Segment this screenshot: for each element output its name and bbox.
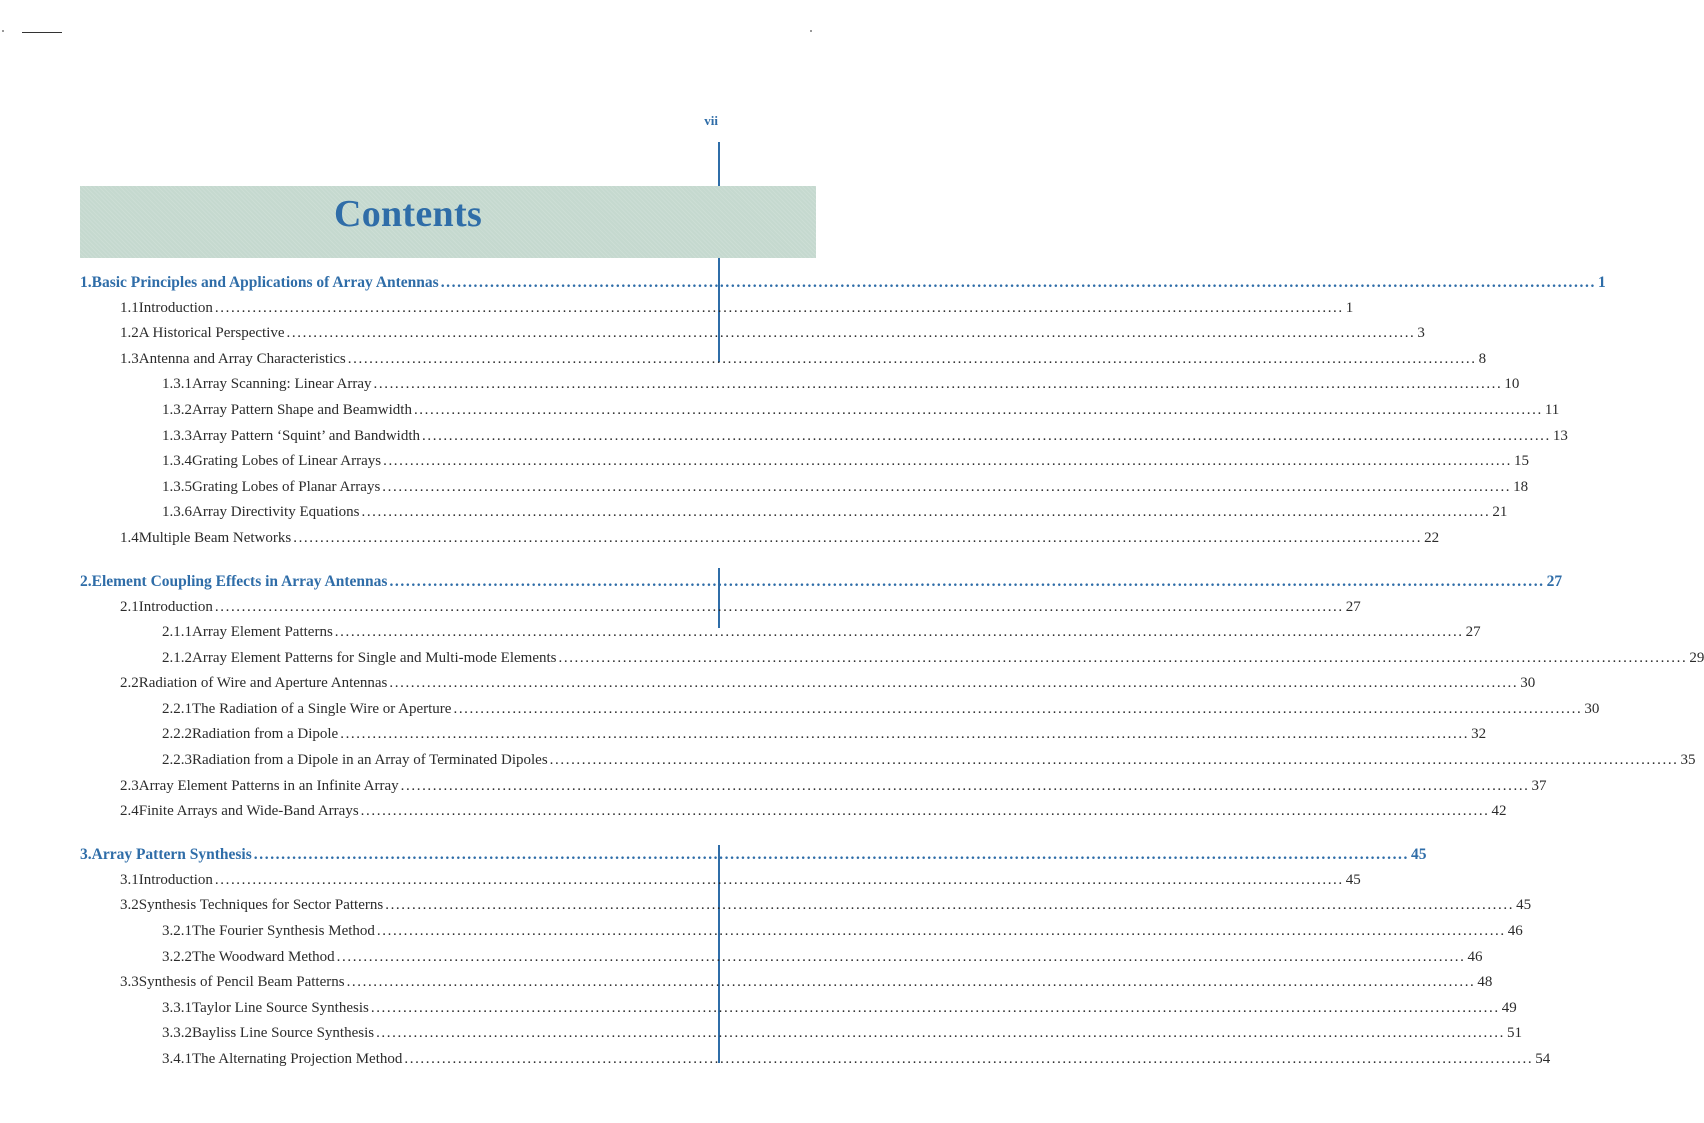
entry-page: 27 [1465,624,1481,641]
page-number: vii [704,113,718,128]
entry-number: 2.1.1 [162,624,192,641]
entry-number: 2.3 [120,777,139,794]
entry-title: Grating Lobes of Planar Arrays [192,478,381,495]
entry-page: 8 [1478,350,1487,367]
dot-leader [374,372,1503,398]
entry-number: 3.3.2 [162,1025,192,1042]
chapter-number: 3. [80,846,92,864]
entry-title: Introduction [138,871,213,888]
entry-page: 13 [1552,427,1568,444]
chapter-gap [80,552,706,569]
dot-leader [401,774,1530,800]
toc-chapter[interactable] [80,842,1427,868]
entry-number: 3.2.2 [162,948,192,965]
entry-title: Radiation from a Dipole [192,726,339,743]
toc-subentry[interactable] [80,1021,1522,1047]
dot-leader [376,1021,1505,1047]
entry-number: 1.3 [120,350,139,367]
dot-leader [453,697,1582,723]
entry-title: Array Scanning: Linear Array [192,376,372,393]
entry-page: 30 [1584,700,1600,717]
entry-page: 45 [1345,871,1361,888]
toc-subentry[interactable] [80,1047,1551,1073]
toc-subentry[interactable] [80,424,1568,450]
entry-title: Array Element Patterns in an Infinite Array [138,777,399,794]
entry-page: 30 [1520,675,1536,692]
chapter-page: 1 [1597,274,1606,291]
dot-leader [254,842,1409,868]
entry-title: Array Element Patterns for Single and Multi-mode Elements [192,649,557,666]
entry-number: 1.2 [120,325,139,342]
entry-number: 1.3.5 [162,478,192,495]
toc-entry[interactable] [80,595,1361,621]
entry-title: Array Directivity Equations [192,504,360,521]
entry-number: 2.2.1 [162,700,192,717]
chapter-title: Array Pattern Synthesis [91,846,252,864]
entry-title: Taylor Line Source Synthesis [192,999,369,1016]
toc-entry[interactable] [80,893,1532,919]
toc-entry[interactable] [80,526,1440,552]
margin-rule-top [718,142,720,186]
dot-leader [383,449,1512,475]
dot-leader [293,526,1422,552]
chapter-page: 27 [1546,572,1563,590]
toc-entry[interactable] [80,671,1536,697]
crop-mark [22,32,62,33]
entry-page: 37 [1531,777,1547,794]
page-title: Contents [333,193,483,235]
entry-page: 27 [1345,598,1361,615]
entry-title: Array Element Patterns [192,624,333,641]
dot-leader [389,569,1544,595]
entry-title: Radiation from a Dipole in an Array of Terminated Dipoles [192,752,548,769]
entry-page: 22 [1424,529,1440,546]
toc-subentry[interactable] [80,620,1481,646]
entry-page: 51 [1506,1025,1522,1042]
entry-page: 46 [1507,923,1523,940]
chapter-title: Basic Principles and Applications of Array Antennas [91,274,439,291]
entry-page: 21 [1492,504,1508,521]
entry-page: 1 [1345,299,1354,316]
entry-number: 1.3.3 [162,427,192,444]
entry-number: 3.1 [120,871,139,888]
entry-title: Synthesis Techniques for Sector Patterns [138,897,384,914]
toc-entry[interactable] [80,347,1487,373]
entry-title: Grating Lobes of Linear Arrays [192,453,382,470]
dot-leader [404,1047,1533,1073]
entry-number: 2.2.3 [162,752,192,769]
entry-page: 54 [1535,1051,1551,1067]
toc-subentry[interactable] [80,372,1520,398]
entry-title: Array Pattern ‘Squint’ and Bandwidth [192,427,421,444]
entry-page: 15 [1513,453,1529,470]
entry-page: 48 [1477,974,1493,991]
entry-number: 3.3.1 [162,999,192,1016]
entry-page: 32 [1471,726,1487,743]
entry-title: A Historical Perspective [138,325,285,342]
toc-subentry[interactable] [80,945,1483,971]
table-of-contents [80,270,1704,1073]
entry-page: 10 [1504,376,1520,393]
entry-number: 1.4 [120,529,139,546]
entry-page: 49 [1501,999,1517,1016]
toc-subentry[interactable] [80,722,1487,748]
toc-chapter[interactable] [80,270,1606,296]
entry-number: 2.4 [120,803,139,820]
entry-page: 46 [1467,948,1483,965]
entry-number: 3.2.1 [162,923,192,940]
toc-entry[interactable] [80,321,1425,347]
dot-leader [422,424,1551,450]
entry-number: 2.2.2 [162,726,192,743]
toc-entry[interactable] [80,868,1361,894]
toc-subentry[interactable] [80,646,1704,672]
toc-entry[interactable] [80,774,1547,800]
entry-title: Bayliss Line Source Synthesis [192,1025,375,1042]
toc-subentry[interactable] [80,748,1696,774]
entry-number: 3.3 [120,974,139,991]
entry-page: 35 [1680,752,1696,769]
dot-leader [550,748,1679,774]
entry-number: 2.1 [120,598,139,615]
dot-leader [414,398,1543,424]
chapter-title: Element Coupling Effects in Array Antennas [91,572,388,590]
dot-leader [348,347,1477,373]
entry-title: Synthesis of Pencil Beam Patterns [138,974,345,991]
entry-number: 1.3.1 [162,376,192,393]
toc-subentry[interactable] [80,398,1560,424]
entry-page: 11 [1544,401,1560,418]
entry-page: 29 [1689,649,1704,666]
chapter-number: 2. [80,572,92,590]
entry-title: The Woodward Method [192,948,335,965]
entry-page: 45 [1516,897,1532,914]
entry-page: 18 [1513,478,1529,495]
dot-leader [340,722,1469,748]
entry-page: 3 [1417,325,1425,342]
entry-number: 1.3.4 [162,453,192,470]
toc-subentry[interactable] [80,500,1508,526]
entry-title: Array Pattern Shape and Beamwidth [192,401,412,418]
corner-dot-right [810,30,812,32]
chapter-page: 45 [1411,846,1427,864]
dot-leader [559,646,1688,672]
dot-leader [347,970,1476,996]
toc-subentry[interactable] [80,449,1529,475]
dot-leader [382,475,1511,501]
entry-number: 1.3.2 [162,401,192,418]
chapter-gap [80,825,706,842]
dot-leader [371,996,1500,1022]
dot-leader [361,799,1490,825]
entry-title: The Alternating Projection Method [192,1051,403,1067]
entry-title: Introduction [138,299,213,316]
dot-leader [389,671,1518,697]
entry-title: The Radiation of a Single Wire or Aperture [192,700,452,717]
toc-chapter[interactable] [80,569,1563,595]
dot-leader [441,270,1596,296]
toc-entry[interactable] [80,799,1507,825]
toc-subentry[interactable] [80,996,1517,1022]
toc-subentry[interactable] [80,697,1600,723]
entry-page: 42 [1491,803,1507,820]
dot-leader [385,893,1514,919]
entry-title: Finite Arrays and Wide-Band Arrays [138,803,359,820]
entry-number: 2.2 [120,675,139,692]
toc-entry[interactable] [80,296,1354,322]
entry-title: Radiation of Wire and Aperture Antennas [138,675,388,692]
dot-leader [215,868,1344,894]
entry-number: 3.2 [120,897,139,914]
entry-number: 1.1 [120,299,139,316]
entry-title: Antenna and Array Characteristics [138,350,346,367]
dot-leader [287,321,1416,347]
dot-leader [215,296,1344,322]
entry-number: 1.3.6 [162,504,192,521]
toc-subentry[interactable] [80,919,1523,945]
corner-dot-left [2,30,4,32]
dot-leader [377,919,1506,945]
entry-number: 3.4.1 [162,1051,192,1067]
dot-leader [337,945,1466,971]
chapter-number: 1. [80,274,92,291]
dot-leader [335,620,1464,646]
toc-subentry[interactable] [80,475,1529,501]
dot-leader [215,595,1344,621]
entry-title: The Fourier Synthesis Method [192,923,375,940]
entry-title: Multiple Beam Networks [138,529,292,546]
entry-title: Introduction [138,598,213,615]
entry-number: 2.1.2 [162,649,192,666]
toc-entry[interactable] [80,970,1493,996]
dot-leader [361,500,1490,526]
